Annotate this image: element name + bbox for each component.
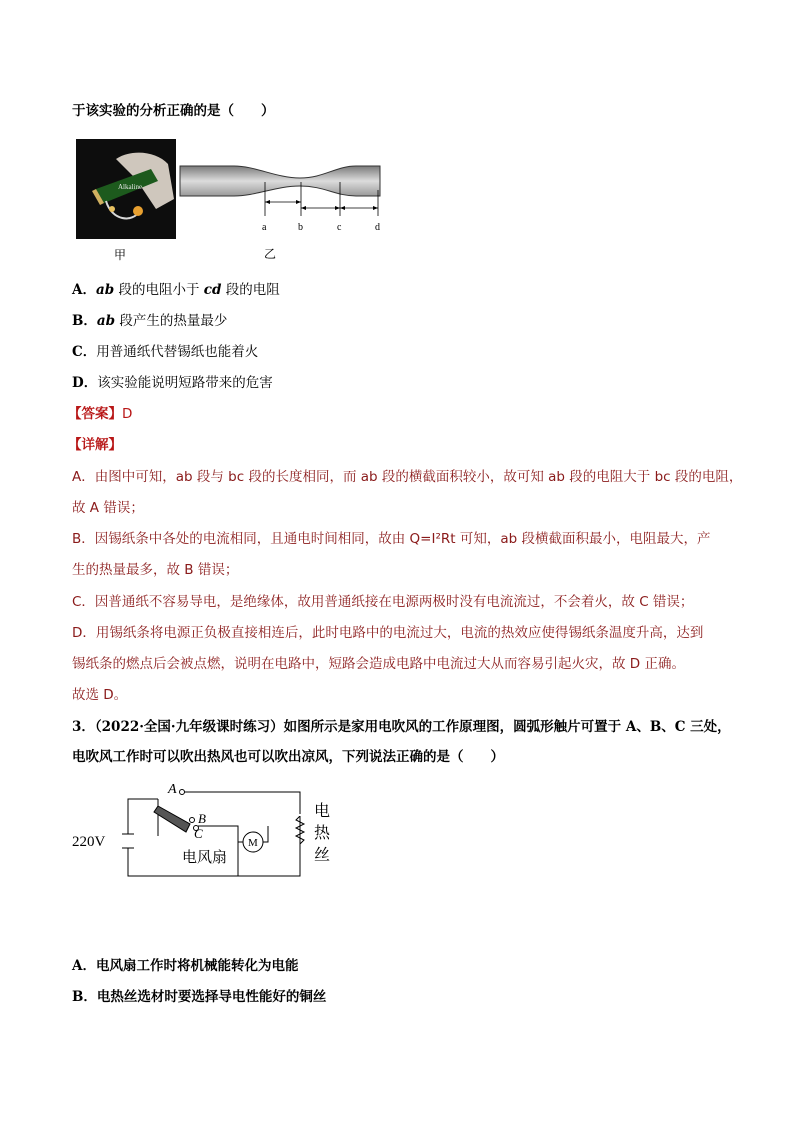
detail-line-5: C．因普通纸不容易导电，是绝缘体，故用普通纸接在电源两极时没有电流流过，不会着火，故 C 错误； <box>72 594 694 610</box>
detail-line-2: 故 A 错误； <box>72 500 144 516</box>
label-b: b <box>298 222 303 233</box>
q3-option-a: A．电风扇工作时将机械能转化为电能 <box>72 958 299 974</box>
label-d: d <box>375 222 380 233</box>
terminal-b <box>190 818 195 823</box>
fan-label: 电风扇 <box>182 850 228 866</box>
question-3-stem-line-1: 3．（2022·全国·九年级课时练习）如图所示是家用电吹风的工作原理图，圆弧形触片可置于 A、B、C 三处， <box>72 719 731 735</box>
label-a: A <box>168 782 177 797</box>
detail-line-6: D．用锡纸条将电源正负极直接相连后，此时电路中的电流过大，电流的热效应使得锡纸条温度升高，达到 <box>72 625 704 641</box>
detail-line-4: 生的热量最多，故 B 错误； <box>72 562 239 578</box>
figure-yi-label: 乙 <box>264 247 277 261</box>
detail-line-8: 故选 D。 <box>72 687 128 703</box>
hair-dryer-circuit-diagram <box>70 776 350 886</box>
svg-text:Alkaline: Alkaline <box>118 183 143 191</box>
heater-label-1: 电 <box>314 803 331 820</box>
option-a: A．ab 段的电阻小于 cd 段的电阻 <box>72 282 280 298</box>
option-b: B．ab 段产生的热量最少 <box>72 313 228 329</box>
heater-label-2: 热 <box>314 825 331 842</box>
question-3-stem-line-2: 电吹风工作时可以吹出热风也可以吹出凉风，下列说法正确的是（ ） <box>72 749 504 765</box>
voltage-label: 220V <box>72 834 106 850</box>
tinfoil-strip-diagram <box>176 160 391 240</box>
label-b: B <box>198 811 206 826</box>
arc-contact-plate <box>154 806 190 832</box>
photo-battery-tinfoil <box>76 139 176 239</box>
detail-line-7: 锡纸条的燃点后会被点燃，说明在电路中，短路会造成电路中电流过大从而容易引起火灾，故 D 正确。 <box>72 656 685 672</box>
detail-line-3: B．因锡纸条中各处的电流相同，且通电时间相同，故由 Q=I²Rt 可知，ab 段横截面积最小，电阻最大，产 <box>72 531 711 547</box>
option-c: C．用普通纸代替锡纸也能着火 <box>72 344 259 360</box>
option-d: D．该实验能说明短路带来的危害 <box>72 375 273 391</box>
q3-option-b: B．电热丝选材时要选择导电性能好的铜丝 <box>72 989 327 1005</box>
terminal-a <box>180 790 185 795</box>
label-c: c <box>337 222 342 233</box>
label-a: a <box>262 222 267 233</box>
detail-label: 【详解】 <box>68 437 122 453</box>
answer-line: 【答案】D <box>68 406 133 422</box>
battery-hand-image <box>76 139 176 239</box>
detail-line-1: A．由图中可知，ab 段与 bc 段的长度相同，而 ab 段的横截面积较小，故可知 ab 段的电阻大于 bc 段的电阻， <box>72 469 743 485</box>
label-c: C <box>194 826 203 841</box>
figure-jia-label: 甲 <box>114 248 127 262</box>
heater-label-3: 丝 <box>314 847 331 864</box>
question-2-stem-tail: 于该实验的分析正确的是（ ） <box>72 103 275 119</box>
motor-symbol: M <box>248 837 258 849</box>
